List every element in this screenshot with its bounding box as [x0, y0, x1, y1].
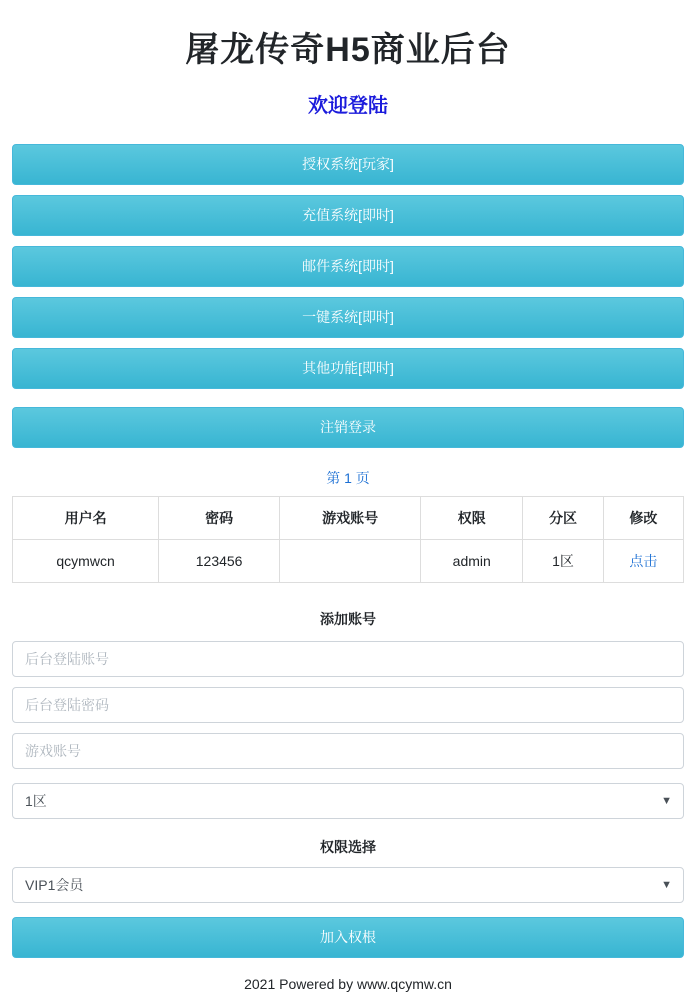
table-header-row — [13, 497, 684, 540]
app-container — [0, 22, 696, 992]
page-indicator[interactable]: 第 1 页 — [326, 470, 370, 486]
permission-select[interactable] — [12, 867, 684, 903]
cell-edit — [603, 540, 683, 583]
nav-button-list — [12, 144, 684, 389]
nav-button-mail-system[interactable]: 邮件系统[即时] — [12, 246, 684, 287]
nav-button-auth-system[interactable]: 授权系统[玩家] — [12, 144, 684, 185]
welcome-text: 欢迎登陆 — [308, 95, 388, 117]
zone-select[interactable] — [12, 783, 684, 819]
permission-label: 权限选择 — [320, 839, 376, 855]
login-account-input[interactable] — [12, 641, 684, 677]
nav-button-recharge-system[interactable]: 充值系统[即时] — [12, 195, 684, 236]
column-header-permission: 权限 — [421, 497, 523, 540]
column-header-edit: 修改 — [603, 497, 683, 540]
add-account-label: 添加账号 — [320, 611, 376, 627]
nav-button-other-functions[interactable]: 其他功能[即时] — [12, 348, 684, 389]
cell-password: 123456 — [159, 540, 280, 583]
cell-game-account — [280, 540, 421, 583]
game-account-input[interactable] — [12, 733, 684, 769]
logout-button[interactable]: 注销登录 — [12, 407, 684, 448]
permission-select-wrapper — [12, 867, 684, 903]
cell-zone: 1区 — [523, 540, 603, 583]
add-permission-button[interactable]: 加入权根 — [12, 917, 684, 958]
footer-text: 2021 Powered by www.qcymw.cn — [244, 976, 452, 992]
login-password-input[interactable] — [12, 687, 684, 723]
column-header-game-account: 游戏账号 — [280, 497, 421, 540]
chevron-down-icon: ▼ — [661, 795, 672, 807]
column-header-zone: 分区 — [523, 497, 603, 540]
nav-button-onekey-system[interactable]: 一键系统[即时] — [12, 297, 684, 338]
column-header-username: 用户名 — [13, 497, 159, 540]
cell-permission: admin — [421, 540, 523, 583]
accounts-table — [12, 496, 684, 583]
cell-username: qcymwcn — [13, 540, 159, 583]
page-title: 屠龙传奇H5商业后台 — [185, 31, 511, 69]
table-row — [13, 540, 684, 583]
edit-link[interactable]: 点击 — [629, 553, 658, 569]
zone-select-wrapper — [12, 783, 684, 819]
chevron-down-icon: ▼ — [661, 879, 672, 891]
column-header-password: 密码 — [159, 497, 280, 540]
